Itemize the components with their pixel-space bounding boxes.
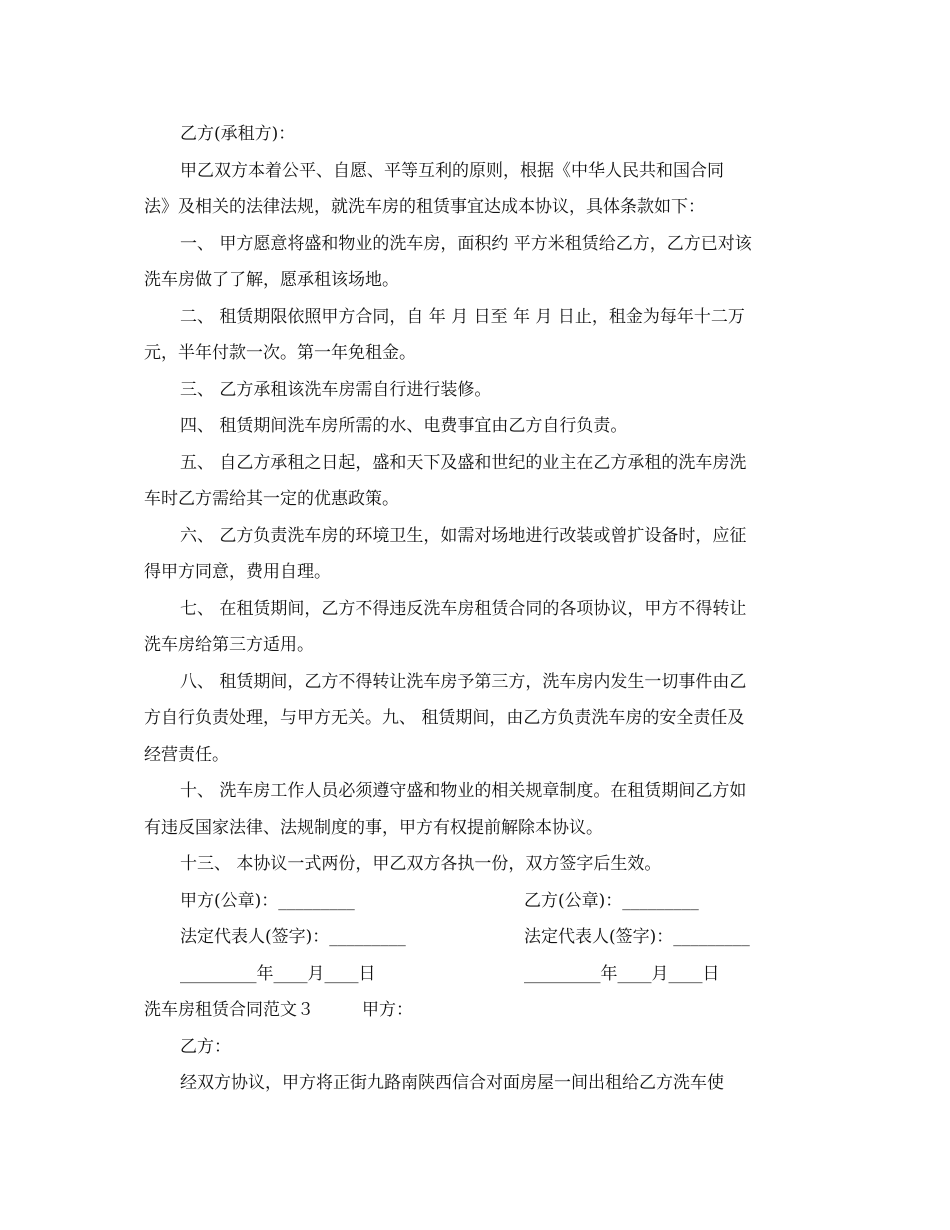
next-party-a: 甲方：: [362, 1000, 413, 1020]
next-party-b: 乙方：: [180, 1036, 231, 1057]
party-a-date: _________年____月____日: [180, 963, 376, 984]
paragraph-line: 车时乙方需给其一定的优惠政策。: [144, 489, 399, 509]
party-a-seal: 甲方(公章)：_________: [180, 890, 355, 911]
party-b-date: _________年____月____日: [524, 963, 720, 984]
clause-7: 七、 在租赁期间，乙方不得违反洗车房租赁合同的各项协议，甲方不得转让: [180, 598, 747, 619]
signature-row-seal: [144, 883, 804, 920]
paragraph-line: 经营责任。: [144, 744, 229, 765]
paragraph-line: 方自行负责处理，与甲方无关。九、 租赁期间，由乙方负责洗车房的安全责任及: [144, 708, 745, 728]
clause-10: 十、 洗车房工作人员必须遵守盛和物业的相关规章制度。在租赁期间乙方如: [180, 781, 747, 801]
clause-2: 二、 租赁期限依照甲方合同，自 年 月 日至 年 月 日止，租金为每年十二万: [180, 306, 745, 327]
paragraph-line: 甲乙双方本着公平、自愿、平等互利的原则，根据《中华人民共和国合同: [180, 160, 724, 181]
paragraph-line: 元，半年付款一次。第一年免租金。: [144, 343, 416, 363]
party-b-seal: 乙方(公章)：_________: [524, 890, 699, 911]
signature-row-representative: [144, 919, 804, 956]
party-a-representative: 法定代表人(签字)：_________: [180, 927, 406, 947]
paragraph-line: 有违反国家法律、法规制度的事，甲方有权提前解除本协议。: [144, 817, 603, 838]
clause-5: 五、 自乙方承租之日起，盛和天下及盛和世纪的业主在乙方承租的洗车房洗: [180, 452, 747, 473]
next-contract-intro: 经双方协议，甲方将正街九路南陕西信合对面房屋一间出租给乙方洗车使: [180, 1073, 724, 1093]
paragraph-line: 洗车房做了了解，愿承租该场地。: [144, 270, 399, 290]
contract-body: [144, 116, 804, 1102]
next-contract-title-row: [144, 992, 804, 1029]
clause-4: 四、 租赁期间洗车房所需的水、电费事宜由乙方自行负责。: [180, 416, 628, 436]
paragraph-line: 得甲方同意，费用自理。: [144, 562, 331, 582]
signature-row-date: [144, 956, 804, 993]
party-b-heading: 乙方(承租方)：: [180, 124, 296, 144]
clause-8: 八、 租赁期间，乙方不得转让洗车房予第三方，洗车房内发生一切事件由乙: [180, 671, 747, 692]
clause-6: 六、 乙方负责洗车房的环境卫生，如需对场地进行改装或曾扩设备时，应征: [180, 525, 747, 546]
paragraph-line: 洗车房给第三方适用。: [144, 635, 314, 655]
party-b-representative: 法定代表人(签字)：_________: [524, 927, 750, 947]
next-contract-title: 洗车房租赁合同范文３: [144, 1000, 314, 1020]
clause-1: 一、 甲方愿意将盛和物业的洗车房，面积约 平方米租赁给乙方，乙方已对该: [180, 233, 752, 254]
clause-3: 三、 乙方承租该洗车房需自行进行装修。: [180, 379, 492, 400]
paragraph-line: 法》及相关的法律法规，就洗车房的租赁事宜达成本协议，具体条款如下：: [144, 197, 705, 217]
clause-13: 十三、 本协议一式两份，甲乙双方各执一份，双方签字后生效。: [180, 854, 662, 874]
